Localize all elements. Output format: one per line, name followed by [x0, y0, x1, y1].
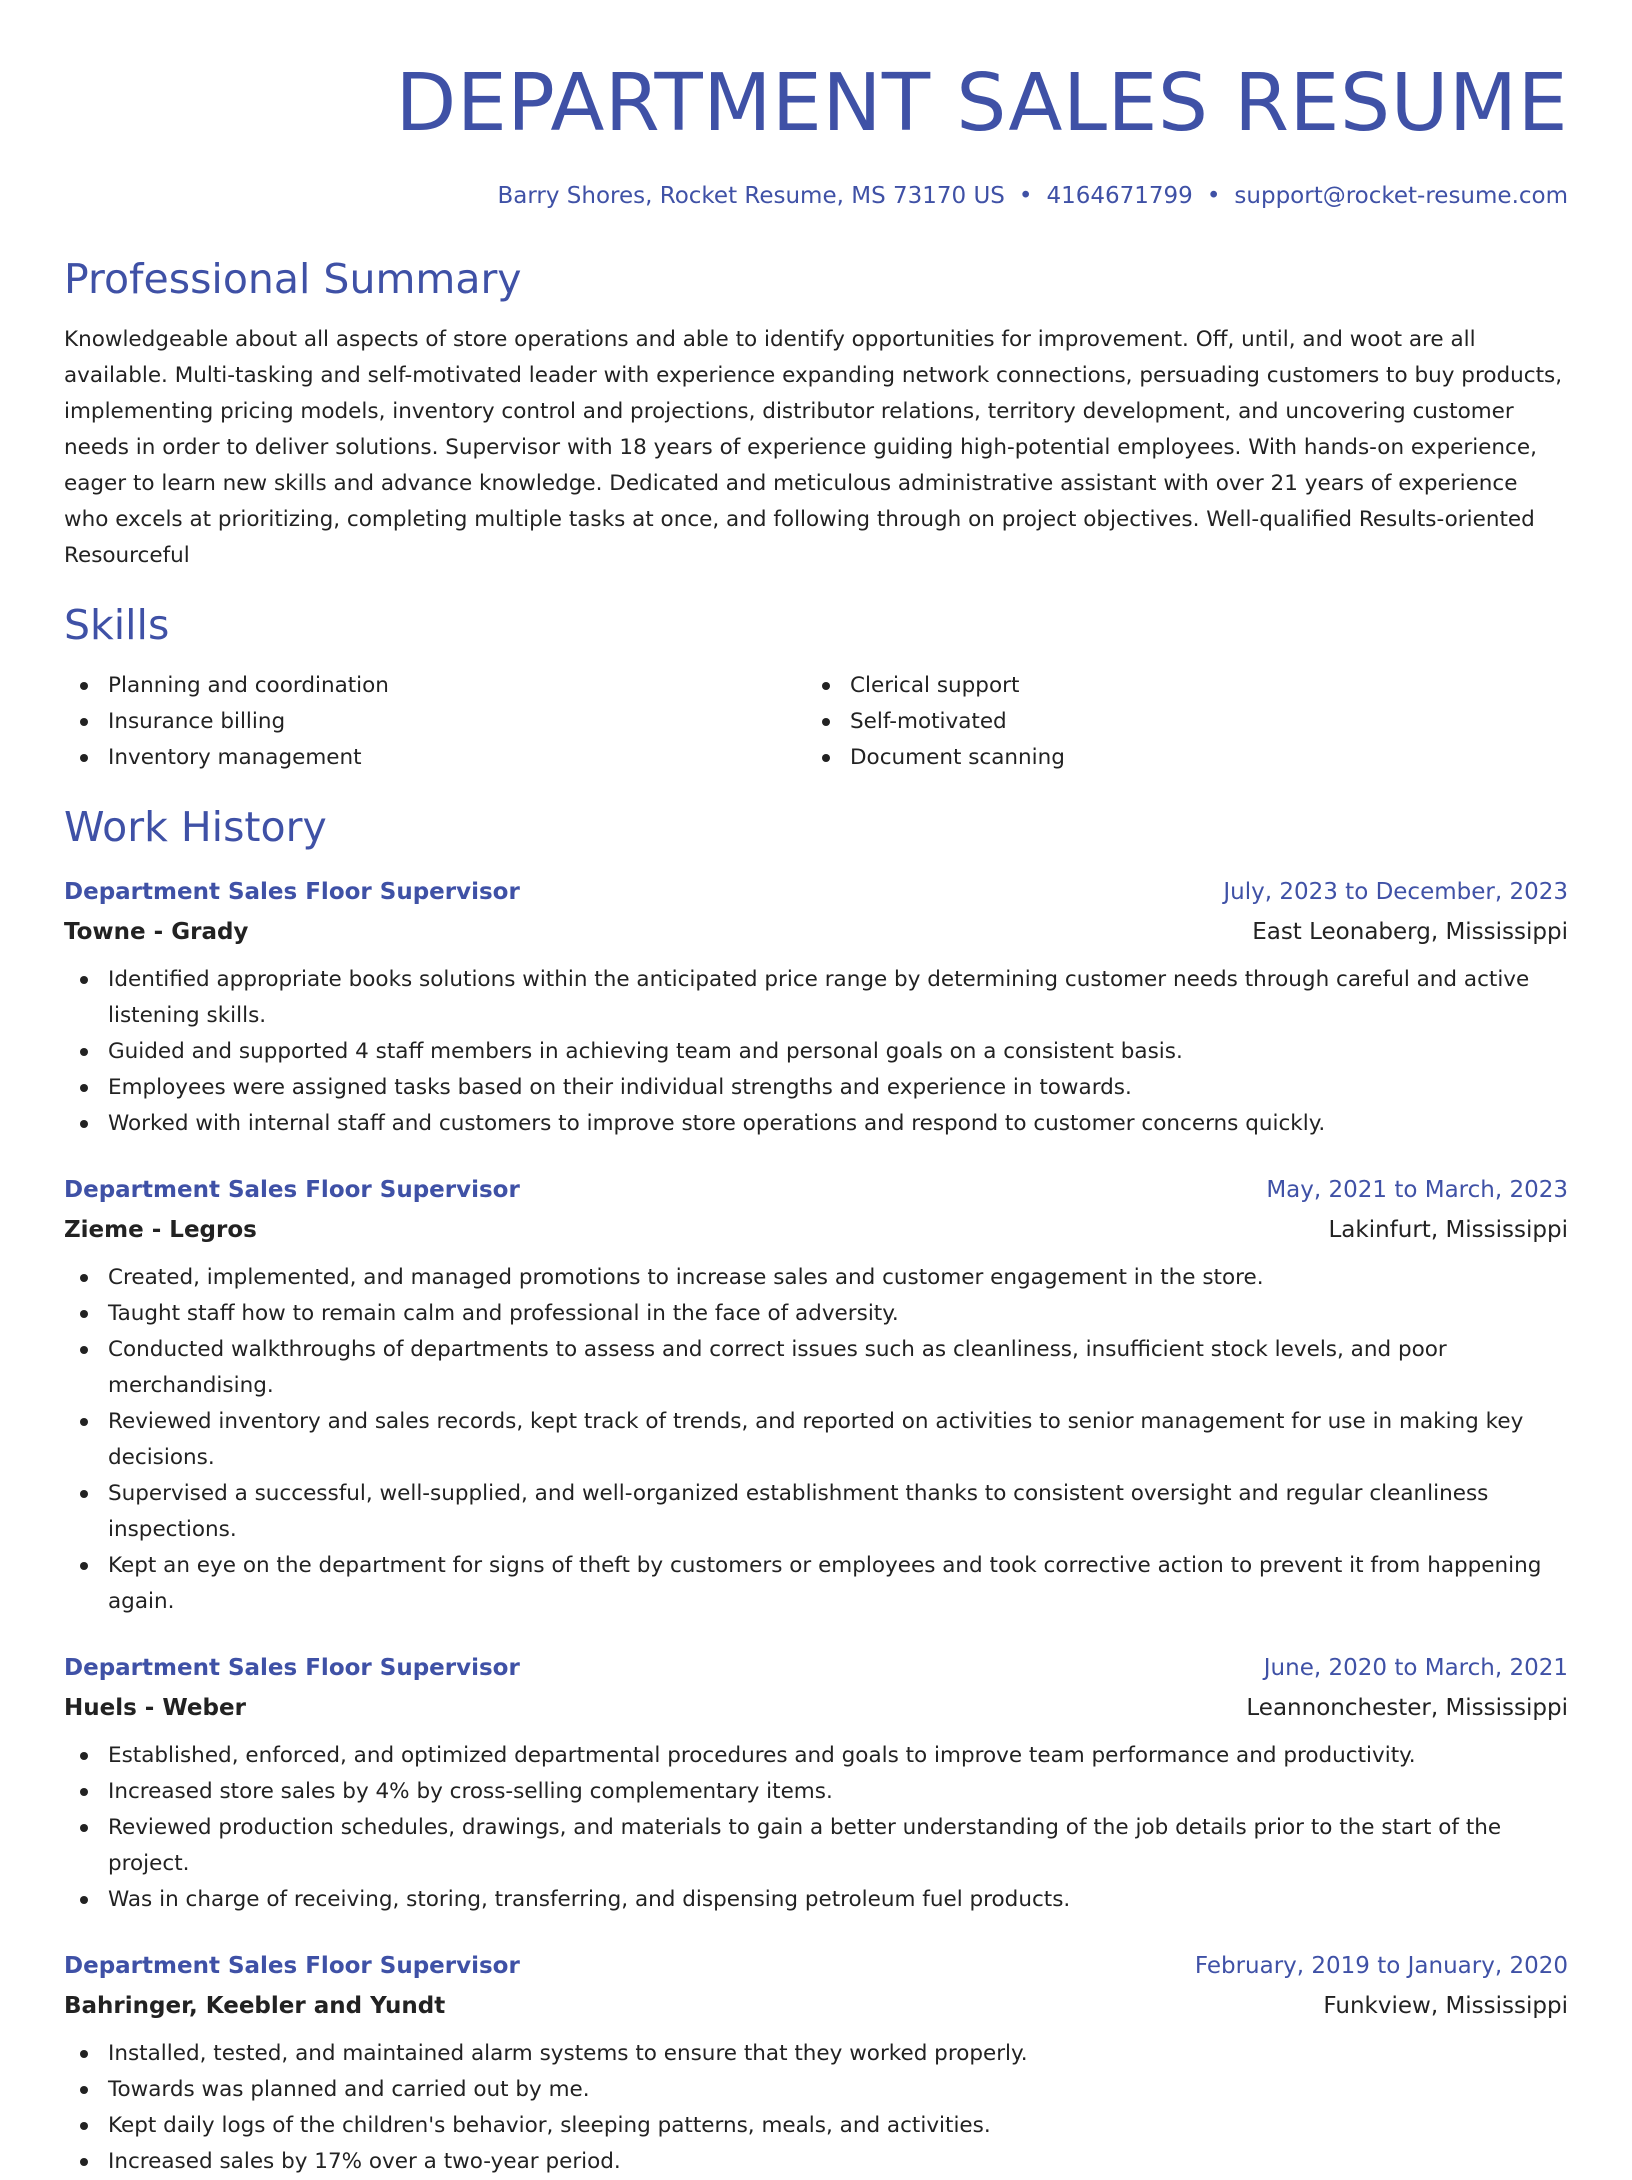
- job-company: Zieme - Legros: [64, 1217, 257, 1243]
- job-bullet: Guided and supported 4 staff members in achieving team and personal goals on a consistent basis.: [64, 1034, 1568, 1070]
- job-bullet: Established, enforced, and optimized departmental procedures and goals to improve team performance and productivity.: [64, 1738, 1568, 1774]
- job-bullet: Kept an eye on the department for signs of theft by customers or employees and took corrective action to prevent it from happening again.: [64, 1548, 1568, 1620]
- job-bullet: Taught staff how to remain calm and professional in the face of adversity.: [64, 1296, 1568, 1332]
- job-bullet: Conducted walkthroughs of departments to assess and correct issues such as cleanliness, insufficient stock levels, and poor merchandising.: [64, 1332, 1568, 1404]
- job-bullet: Created, implemented, and managed promotions to increase sales and customer engagement in the store.: [64, 1260, 1568, 1296]
- job-company: Towne - Grady: [64, 919, 249, 945]
- job-location: Lakinfurt, Mississippi: [1328, 1217, 1568, 1243]
- skill-item: Insurance billing: [64, 704, 806, 740]
- job-company: Huels - Weber: [64, 1695, 246, 1721]
- summary-heading: Professional Summary: [64, 255, 522, 303]
- job-bullets: [64, 1260, 1568, 1620]
- work-history-section: [64, 800, 1568, 2180]
- job-entry: [64, 1170, 1568, 1620]
- job-bullet: Kept daily logs of the children's behavior, sleeping patterns, meals, and activities.: [64, 2108, 1568, 2144]
- job-bullet: Reviewed production schedules, drawings, and materials to gain a better understanding of the job details prior to the start of the project.: [64, 1810, 1568, 1882]
- job-dates: February, 2019 to January, 2020: [1194, 1953, 1568, 1979]
- skills-column-right: [806, 668, 1548, 776]
- job-title: Department Sales Floor Supervisor: [64, 879, 520, 905]
- skill-item: Planning and coordination: [64, 668, 806, 704]
- skills-column-left: [64, 668, 806, 776]
- skill-item: Inventory management: [64, 740, 806, 776]
- job-bullet: Reviewed inventory and sales records, kept track of trends, and reported on activities to senior management for use in making key decisions.: [64, 1404, 1568, 1476]
- job-company-row: [64, 912, 1568, 952]
- job-bullet: Supervised a successful, well-supplied, and well-organized establishment thanks to consistent oversight and regular cleanliness inspections.: [64, 1476, 1568, 1548]
- job-location: East Leonaberg, Mississippi: [1252, 919, 1568, 945]
- resume-header: [64, 48, 1568, 212]
- job-company-row: [64, 1986, 1568, 2026]
- job-bullet: Towards was planned and carried out by me.: [64, 2072, 1568, 2108]
- job-title: Department Sales Floor Supervisor: [64, 1177, 520, 1203]
- job-dates: July, 2023 to December, 2023: [1223, 879, 1568, 905]
- job-bullet: Identified appropriate books solutions within the anticipated price range by determining customer needs through careful and active listening skills.: [64, 962, 1568, 1034]
- job-bullet: Increased sales by 17% over a two-year period.: [64, 2144, 1568, 2180]
- contact-email: support@rocket-resume.com: [1234, 183, 1568, 209]
- skills-section: [64, 598, 1568, 776]
- work-history-heading: Work History: [64, 803, 327, 851]
- job-company-row: [64, 1688, 1568, 1728]
- job-bullets: [64, 1738, 1568, 1918]
- resume-title: DEPARTMENT SALES RESUME: [395, 57, 1568, 149]
- job-entry: [64, 872, 1568, 1142]
- job-entry: [64, 1648, 1568, 1918]
- skills-heading: Skills: [64, 601, 170, 649]
- job-title-row: [64, 1170, 1568, 1210]
- contact-address: Barry Shores, Rocket Resume, MS 73170 US: [497, 183, 1005, 209]
- skill-item: Self-motivated: [806, 704, 1548, 740]
- job-location: Funkview, Mississippi: [1323, 1993, 1568, 2019]
- job-bullet: Increased store sales by 4% by cross-selling complementary items.: [64, 1774, 1568, 1810]
- job-entry: [64, 1946, 1568, 2180]
- job-title-row: [64, 1946, 1568, 1986]
- job-company: Bahringer, Keebler and Yundt: [64, 1993, 446, 2019]
- job-dates: May, 2021 to March, 2023: [1266, 1177, 1568, 1203]
- summary-text: Knowledgeable about all aspects of store operations and able to identify opportunities for improvement. Off, until, and woot are all available. Multi-tasking and self-motivated leader with experience expanding network connections, persuading customers to buy products, implementing pricing models, inventory control and projections, distributor relations, territory development, and uncovering customer needs in order to deliver solutions. Supervisor with 18 years of experience guiding high-potential employees. With hands-on experience, eager to learn new skills and advance knowledge. Dedicated and meticulous administrative assistant with over 21 years of experience who excels at prioritizing, completing multiple tasks at once, and following through on project objectives. Well-qualified Results-oriented Resourceful: [64, 327, 1563, 568]
- job-title-row: [64, 872, 1568, 912]
- contact-line: [64, 180, 1568, 212]
- skill-item: Document scanning: [806, 740, 1548, 776]
- contact-phone: 4164671799: [1046, 183, 1193, 209]
- job-dates: June, 2020 to March, 2021: [1263, 1655, 1568, 1681]
- job-bullets: [64, 2036, 1568, 2180]
- job-title-row: [64, 1648, 1568, 1688]
- summary-section: [64, 252, 1568, 574]
- job-company-row: [64, 1210, 1568, 1250]
- contact-separator: •: [1206, 183, 1221, 209]
- skills-grid: [64, 668, 1568, 776]
- job-bullet: Was in charge of receiving, storing, transferring, and dispensing petroleum fuel products.: [64, 1882, 1568, 1918]
- job-bullets: [64, 962, 1568, 1142]
- job-bullet: Employees were assigned tasks based on their individual strengths and experience in towards.: [64, 1070, 1568, 1106]
- job-title: Department Sales Floor Supervisor: [64, 1655, 520, 1681]
- job-bullet: Installed, tested, and maintained alarm systems to ensure that they worked properly.: [64, 2036, 1568, 2072]
- skill-item: Clerical support: [806, 668, 1548, 704]
- job-bullet: Worked with internal staff and customers to improve store operations and respond to customer concerns quickly.: [64, 1106, 1568, 1142]
- contact-separator: •: [1018, 183, 1033, 209]
- job-location: Leannonchester, Mississippi: [1246, 1695, 1568, 1721]
- job-title: Department Sales Floor Supervisor: [64, 1953, 520, 1979]
